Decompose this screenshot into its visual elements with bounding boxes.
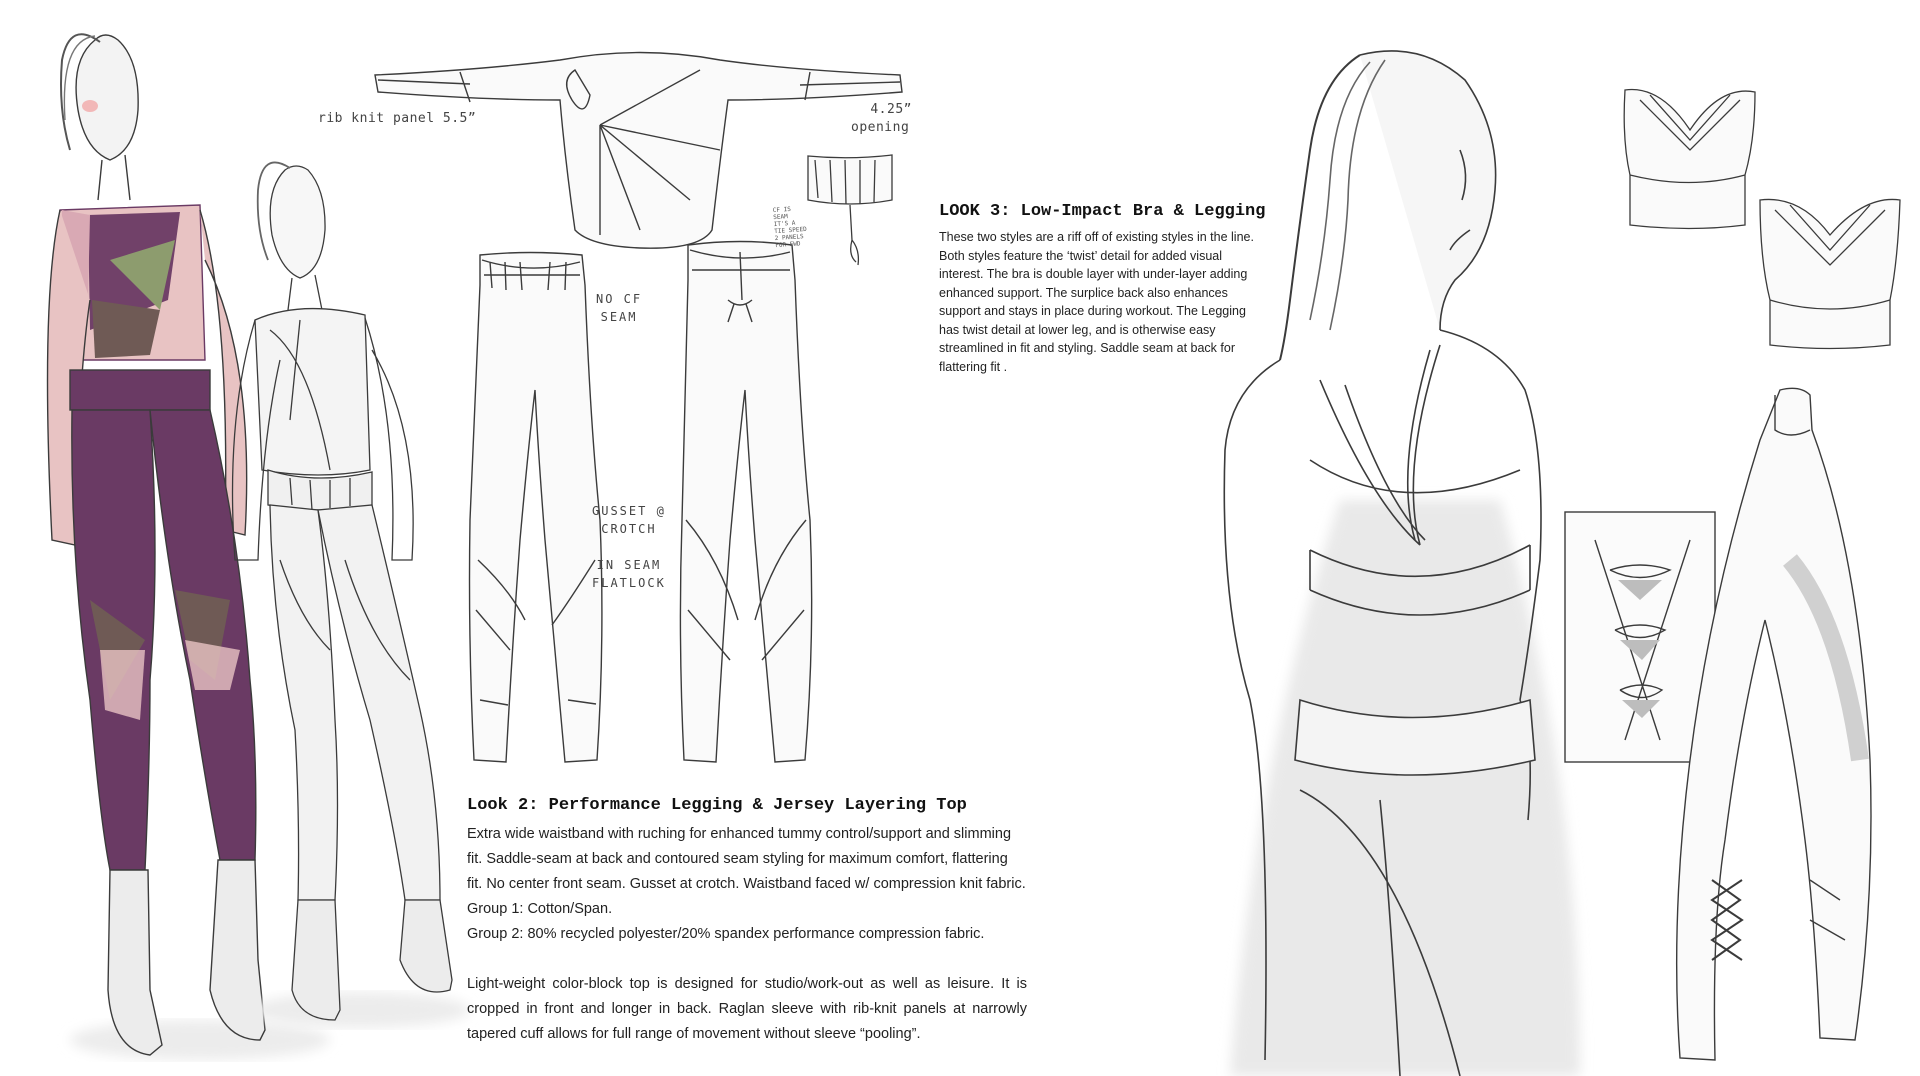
raglan-top-flat-sketch [375,53,902,249]
front-legging-flat-sketch [470,253,602,763]
no-cf-seam-annotation: NO CF SEAM [596,292,643,324]
look-3-heading: LOOK 3: Low-Impact Bra & Legging [939,202,1266,221]
back-legging-flat-sketch [680,242,811,763]
look-2-top-paragraph: Light-weight color-block top is designed for studio/work-out as well as leisure. It is cropped in front and longer in back. Raglan sleeve with rib-knit panels at narrowly tapered cuff allows for full range of movement without sleeve “pooling”. [467,976,1027,1042]
look-2-group-1: Group 1: Cotton/Span. [467,901,613,917]
look-3-description [939,228,1259,376]
look-2-heading: Look 2: Performance Legging & Jersey Layering Top [467,796,967,815]
look-3-paragraph: These two styles are a riff off of existing styles in the line. Both styles feature the ‘twist’ detail for added visual interest. The bra is double layer with under-layer adding enhanced support. The surplice back also enhances support and stays in place during workout. The Legging has twist detail at lower leg, and is otherwise easy streamlined in fit and styling. Saddle seam at back for flattering fit . [939,230,1254,374]
look-2-paragraph: Extra wide waistband with ruching for enhanced tummy control/support and slimming fit. Saddle-seam at back and contoured seam styling for maximum comfort, flattering fit. No center front seam. Gusset at crotch. Waistband faced w/ compression knit fabric. [467,826,1026,892]
twist-legging-flat-sketch [1677,388,1871,1060]
bra-flat-sketches [1624,90,1900,349]
waistband-handnote: CF IS SEAM IT'S A TIE SPEED 2 PANELS FOR FWD [772,205,807,250]
gusset-annotation: GUSSET @ CROTCH [592,504,666,536]
ruched-waistband-detail-sketch [808,155,892,265]
look-2-group-2: Group 2: 80% recycled polyester/20% spandex performance compression fabric. [467,926,985,942]
opening-value-annotation: 4.25” [870,102,912,117]
look-2-description [467,822,1027,1047]
opening-label-annotation: opening [851,120,910,135]
low-impact-bra-figure-sketch [1224,51,1580,1076]
twist-detail-inset-sketch [1565,512,1715,762]
in-seam-annotation: IN SEAM FLATLOCK [592,558,666,590]
rib-knit-annotation: rib knit panel 5.5” [318,111,477,126]
layering-top-figure-sketch [233,162,471,1028]
